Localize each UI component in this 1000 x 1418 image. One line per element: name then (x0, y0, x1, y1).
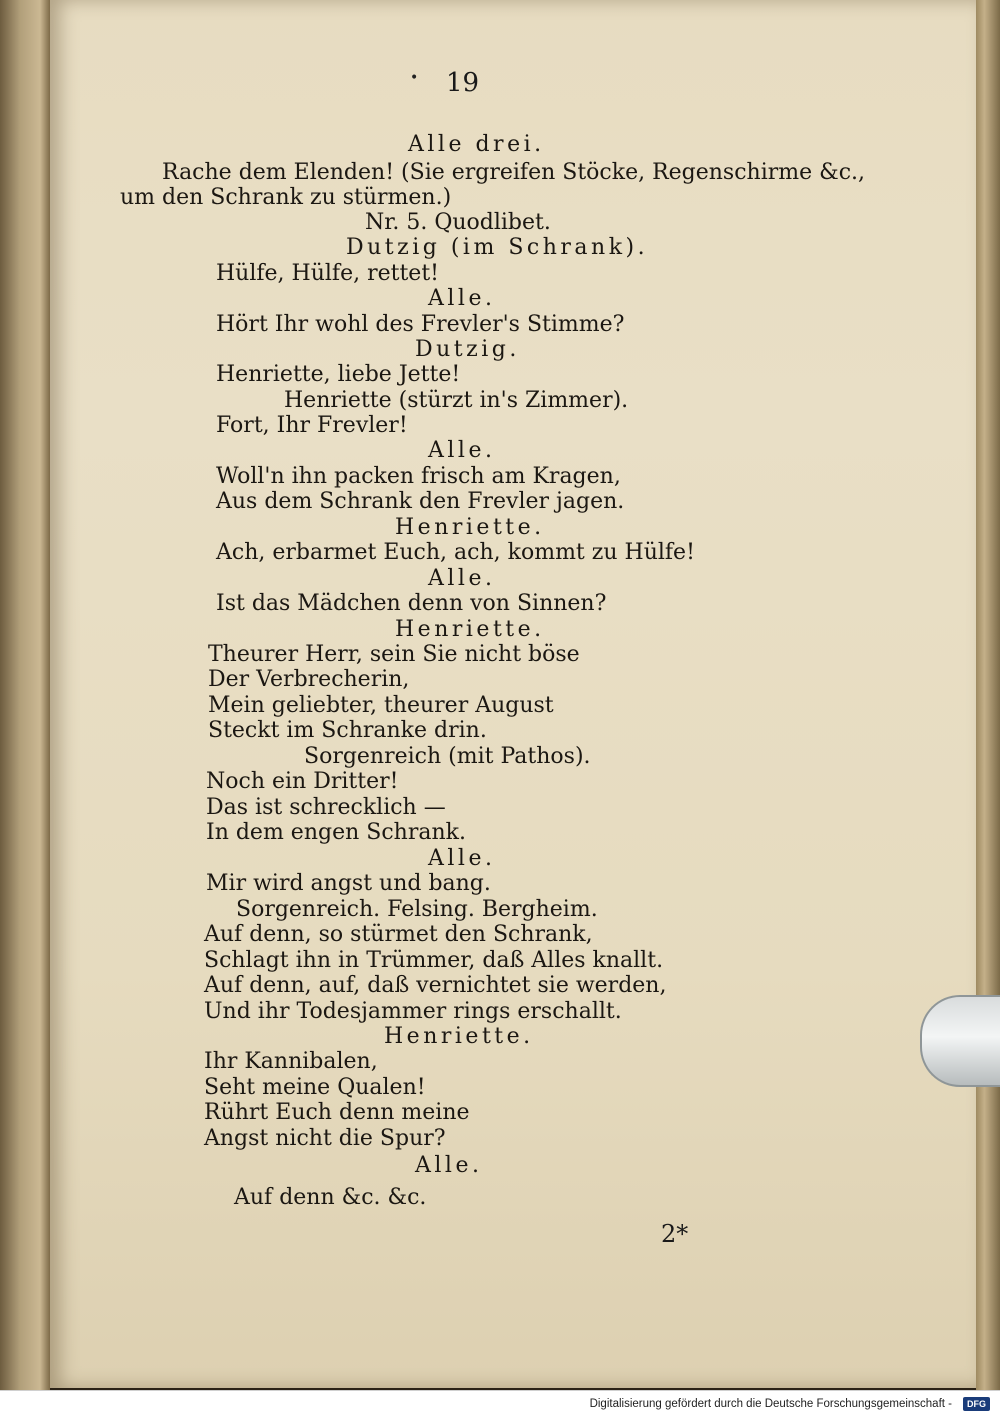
speaker-heading: Alle. (428, 566, 496, 591)
funding-notice: Digitalisierung gefördert durch die Deutsche Forschungsgemeinschaft - (589, 1398, 952, 1410)
verse-line: Woll'n ihn packen frisch am Kragen, (216, 464, 621, 489)
speaker-heading: Alle. (428, 286, 496, 311)
page-marker: • (410, 70, 419, 86)
speaker-heading: Alle. (428, 438, 496, 463)
verse-line: Das ist schrecklich — (206, 795, 446, 820)
verse-line: Auf denn, so stürmet den Schrank, (204, 922, 593, 947)
song-heading: Nr. 5. Quodlibet. (365, 210, 551, 235)
signature-mark: 2* (661, 1220, 689, 1248)
verse-line: Fort, Ihr Frevler! (216, 413, 408, 438)
verse-line: Hülfe, Hülfe, rettet! (216, 261, 439, 286)
verse-line: Und ihr Todesjammer rings erschallt. (204, 999, 622, 1024)
verse-line: Noch ein Dritter! (206, 769, 399, 794)
verse-line: Schlagt ihn in Trümmer, daß Alles knallt. (204, 948, 664, 973)
speaker-heading: Henriette. (384, 1024, 534, 1049)
speaker-heading: Henriette. (395, 617, 545, 642)
verse-line: Steckt im Schranke drin. (208, 718, 487, 743)
verse-line: In dem engen Schrank. (206, 820, 466, 845)
speaker-heading: Sorgenreich (mit Pathos). (304, 744, 591, 769)
dfg-logo: DFG (963, 1397, 990, 1411)
verse-line: Ist das Mädchen denn von Sinnen? (216, 591, 607, 616)
speaker-heading: Henriette. (395, 515, 545, 540)
speaker-heading: Alle. (415, 1153, 483, 1178)
verse-line: Henriette, liebe Jette! (216, 362, 461, 387)
speaker-heading: Sorgenreich. Felsing. Bergheim. (236, 897, 598, 922)
verse-line: Hört Ihr wohl des Frevler's Stimme? (216, 312, 625, 337)
stage-direction-line: Rache dem Elenden! (Sie ergreifen Stöcke, Regenschirme &c., (162, 160, 866, 185)
page-number: 19 (446, 68, 480, 98)
verse-line: Auf denn, auf, daß vernichtet sie werden, (204, 973, 667, 998)
verse-line: Aus dem Schrank den Frevler jagen. (216, 489, 625, 514)
speaker-heading: Dutzig (im Schrank). (346, 235, 649, 260)
speaker-heading: Alle drei. (408, 132, 545, 157)
verse-line: Auf denn &c. &c. (234, 1185, 427, 1210)
verse-line: Seht meine Qualen! (204, 1075, 426, 1100)
speaker-heading: Dutzig. (415, 337, 520, 362)
verse-line: Mir wird angst und bang. (206, 871, 491, 896)
verse-line: Ihr Kannibalen, (204, 1049, 378, 1074)
verse-line: Angst nicht die Spur? (204, 1126, 446, 1151)
verse-line: Der Verbrecherin, (208, 667, 410, 692)
speaker-heading: Henriette (stürzt in's Zimmer). (284, 388, 629, 413)
stage-direction-line: um den Schrank zu stürmen.) (120, 185, 452, 210)
verse-line: Ach, erbarmet Euch, ach, kommt zu Hülfe! (216, 540, 695, 565)
footer-bar (0, 1390, 1000, 1418)
verse-line: Mein geliebter, theurer August (208, 693, 554, 718)
verse-line: Rührt Euch denn meine (204, 1100, 470, 1125)
verse-line: Theurer Herr, sein Sie nicht böse (208, 642, 580, 667)
speaker-heading: Alle. (428, 846, 496, 871)
